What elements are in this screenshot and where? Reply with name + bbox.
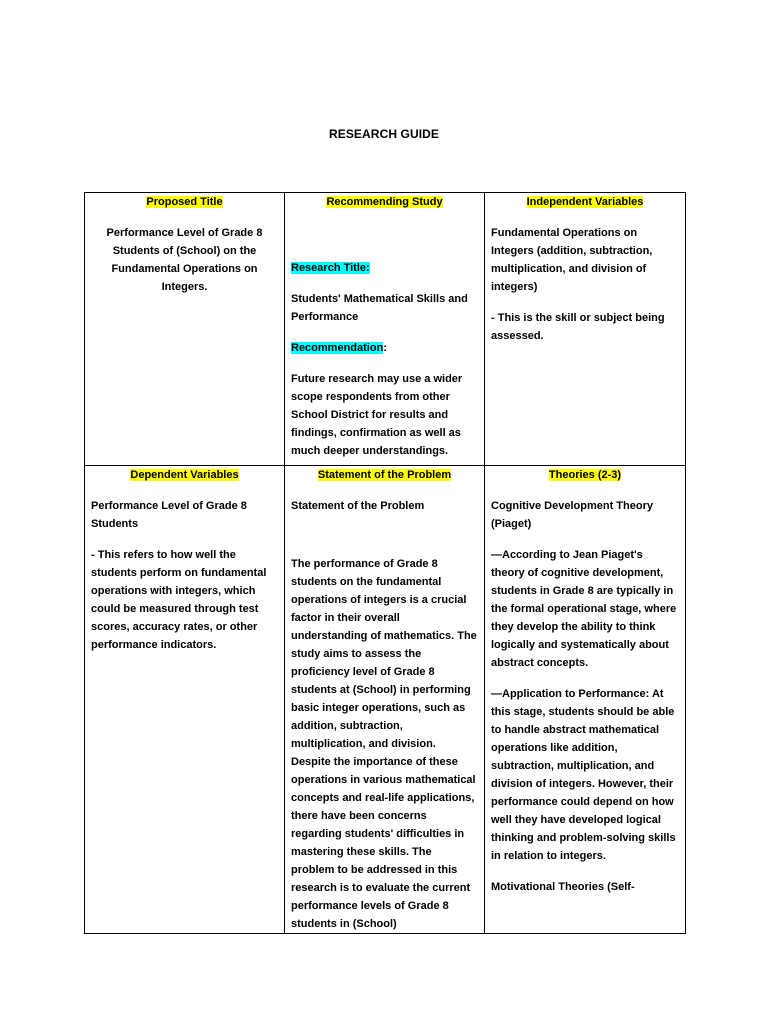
page-title: RESEARCH GUIDE — [328, 127, 440, 141]
independent-variables-cell — [485, 193, 686, 466]
theories-heading-wrap — [491, 466, 679, 484]
recommending-study-cell — [285, 193, 485, 466]
independent-variables-heading: Independent Variables — [526, 196, 644, 208]
theory-1-description: —According to Jean Piaget's theory of cognitive development, students in Grade 8 are typically in the formal operational stage, where they develop the ability to think logically and systematically about abstract concepts. — [491, 549, 677, 669]
dependent-variables-note: - This refers to how well the students perform on fundamental operations with integers, which could be measured through test scores, accuracy rates, or other performance indicators. — [91, 549, 267, 651]
proposed-title-heading: Proposed Title — [146, 196, 223, 208]
dependent-variables-heading: Dependent Variables — [130, 469, 239, 481]
recommendation-label-line — [291, 339, 478, 357]
theory-1-title: Cognitive Development Theory (Piaget) — [491, 500, 653, 530]
recommendation-colon: : — [383, 342, 387, 354]
theory-2-title: Motivational Theories (Self- — [491, 881, 635, 893]
independent-variables-text: Fundamental Operations on Integers (addition, subtraction, multiplication, and division of integers) — [491, 227, 653, 293]
dependent-variables-cell — [85, 466, 285, 934]
statement-of-problem-heading: Statement of the Problem — [317, 469, 452, 481]
independent-variables-note: - This is the skill or subject being assessed. — [491, 312, 665, 342]
theories-cell — [485, 466, 686, 934]
research-guide-table — [84, 192, 686, 934]
research-title-label: Research Title: — [291, 262, 370, 274]
statement-of-problem-cell — [285, 466, 485, 934]
research-title-label-line — [291, 259, 478, 277]
proposed-title-cell — [85, 193, 285, 466]
dependent-variables-heading-wrap — [91, 466, 278, 484]
research-title-text: Students' Mathematical Skills and Performance — [291, 293, 468, 323]
dependent-variables-text: Performance Level of Grade 8 Students — [91, 500, 247, 530]
statement-of-problem-heading-wrap — [291, 466, 478, 484]
recommendation-label: Recommendation — [291, 342, 384, 354]
table-row — [85, 466, 686, 934]
table-row — [85, 193, 686, 466]
statement-of-problem-subheading: Statement of the Problem — [291, 500, 425, 512]
recommendation-text: Future research may use a wider scope respondents from other School District for results and findings, confirmation as well as much deeper understandings. — [291, 373, 463, 457]
recommending-study-heading: Recommending Study — [326, 196, 443, 208]
recommending-study-heading-wrap — [291, 193, 478, 211]
proposed-title-text: Performance Level of Grade 8 Students of (School) on the Fundamental Operations on Integers. — [106, 227, 263, 293]
theory-1-application: —Application to Performance: At this stage, students should be able to handle abstract mathematical operations like addition, subtraction, multiplication, and division of integers. However, their performance could depend on how well they have developed logical thinking and problem-solving skills in relation to integers. — [491, 688, 676, 862]
statement-of-problem-text: The performance of Grade 8 students on the fundamental operations of integers is a crucial factor in their overall understanding of mathematics. The study aims to assess the proficiency level of Grade 8 students at (School) in performing basic integer operations, such as addition, subtraction, multiplication, and division. Despite the importance of these operations in various mathematical concepts and real-life applications, there have been concerns regarding students' difficulties in mastering these skills. The problem to be addressed in this research is to evaluate the current performance levels of Grade 8 students in (School) — [291, 558, 477, 930]
theories-heading: Theories (2-3) — [548, 469, 622, 481]
independent-variables-heading-wrap — [491, 193, 679, 211]
proposed-title-heading-wrap — [91, 193, 278, 211]
